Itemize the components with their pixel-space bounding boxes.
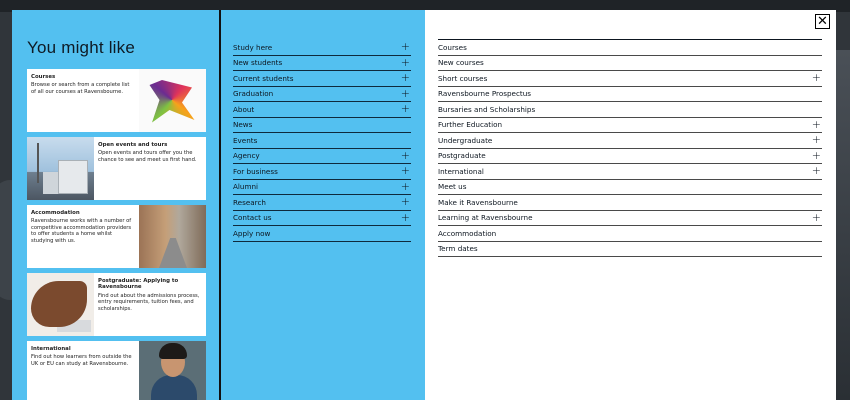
- student-portrait-image: [139, 341, 206, 400]
- submenu-item-label: Meet us: [438, 182, 467, 192]
- submenu-item-further-education[interactable]: [438, 118, 822, 134]
- card-international[interactable]: [27, 341, 206, 400]
- card-text: Ravensbourne works with a number of competitive accommodation providers to offer students a home whilst studying with us.: [31, 218, 132, 244]
- submenu-item-short-courses[interactable]: [438, 71, 822, 87]
- submenu-item-international[interactable]: [438, 164, 822, 180]
- main-menu-item-label: About: [233, 104, 255, 114]
- main-menu-item-alumni[interactable]: [233, 180, 411, 196]
- main-menu-item-label: Apply now: [233, 228, 271, 238]
- background-image-strip: [836, 50, 850, 400]
- submenu-item-learning-at-ravensbourne[interactable]: [438, 211, 822, 227]
- submenu-item-postgraduate[interactable]: [438, 149, 822, 165]
- plus-icon[interactable]: +: [811, 210, 821, 224]
- plus-icon[interactable]: +: [400, 40, 410, 54]
- study-here-submenu: [438, 39, 822, 257]
- submenu-item-label: Term dates: [438, 244, 478, 254]
- submenu-item-label: Make it Ravensbourne: [438, 197, 518, 207]
- submenu-item-ravensbourne-prospectus[interactable]: [438, 87, 822, 103]
- courses-artwork-image: [139, 69, 206, 132]
- submenu-item-meet-us[interactable]: [438, 180, 822, 196]
- card-text: Open events and tours offer you the chance to see and meet us first hand.: [98, 150, 197, 163]
- plus-icon[interactable]: +: [811, 164, 821, 178]
- submenu-item-label: New courses: [438, 58, 484, 68]
- plus-icon[interactable]: +: [400, 148, 410, 162]
- submenu-item-bursaries-and-scholarships[interactable]: [438, 102, 822, 118]
- navigation-overlay: [12, 10, 836, 400]
- main-menu-item-agency[interactable]: [233, 149, 411, 165]
- main-menu-item-contact-us[interactable]: [233, 211, 411, 227]
- submenu-item-label: Accommodation: [438, 228, 497, 238]
- main-menu-item-apply-now[interactable]: [233, 226, 411, 242]
- main-menu-item-for-business[interactable]: [233, 164, 411, 180]
- plus-icon[interactable]: +: [811, 133, 821, 147]
- card-postgraduate[interactable]: [27, 273, 206, 336]
- plus-icon[interactable]: +: [400, 71, 410, 85]
- submenu-item-label: Further Education: [438, 120, 503, 130]
- main-menu-item-about[interactable]: [233, 102, 411, 118]
- card-accommodation[interactable]: [27, 205, 206, 268]
- submenu-item-courses[interactable]: [438, 40, 822, 56]
- submenu-item-accommodation[interactable]: [438, 226, 822, 242]
- main-menu-panel: [221, 10, 425, 400]
- card-title: Courses: [31, 74, 56, 80]
- main-menu-item-events[interactable]: [233, 133, 411, 149]
- submenu-item-make-it-ravensbourne[interactable]: [438, 195, 822, 211]
- you-might-like-heading: You might like: [27, 38, 136, 57]
- card-text: Browse or search from a complete list of all our courses at Ravensbourne.: [31, 82, 130, 95]
- card-courses[interactable]: [27, 69, 206, 132]
- main-menu-item-label: For business: [233, 166, 278, 176]
- plus-icon[interactable]: +: [400, 86, 410, 100]
- plus-icon[interactable]: +: [400, 210, 410, 224]
- plus-icon[interactable]: +: [811, 148, 821, 162]
- submenu-item-label: Postgraduate: [438, 151, 486, 161]
- main-menu-item-new-students[interactable]: [233, 56, 411, 72]
- submenu-item-label: International: [438, 166, 484, 176]
- submenu-item-label: Short courses: [438, 73, 488, 83]
- plus-icon[interactable]: +: [400, 55, 410, 69]
- submenu-item-label: Bursaries and Scholarships: [438, 104, 536, 114]
- submenu-item-new-courses[interactable]: [438, 56, 822, 72]
- main-menu-item-label: Graduation: [233, 89, 274, 99]
- card-title: Open events and tours: [98, 142, 168, 148]
- submenu-panel: [425, 10, 836, 400]
- plus-icon[interactable]: +: [811, 117, 821, 131]
- plus-icon[interactable]: +: [400, 164, 410, 178]
- main-menu-item-graduation[interactable]: [233, 87, 411, 103]
- submenu-item-label: Undergraduate: [438, 135, 493, 145]
- submenu-item-label: Ravensbourne Prospectus: [438, 89, 532, 99]
- main-menu-item-label: Current students: [233, 73, 294, 83]
- main-menu-item-label: New students: [233, 58, 283, 68]
- main-menu-item-research[interactable]: [233, 195, 411, 211]
- main-menu-item-current-students[interactable]: [233, 71, 411, 87]
- you-might-like-panel: [12, 10, 219, 400]
- plus-icon[interactable]: +: [811, 71, 821, 85]
- campus-building-image: [27, 137, 94, 200]
- hands-on-keyboard-image: [27, 273, 94, 336]
- card-text: Find out about the admissions process, entry requirements, tuition fees, and scholarships.: [98, 292, 200, 312]
- main-menu-item-label: News: [233, 120, 253, 130]
- plus-icon[interactable]: +: [400, 179, 410, 193]
- close-icon[interactable]: ✕: [815, 14, 830, 29]
- submenu-item-label: Courses: [438, 42, 467, 52]
- main-menu-item-label: Contact us: [233, 213, 272, 223]
- main-menu-item-label: Alumni: [233, 182, 259, 192]
- card-title: International: [31, 346, 71, 352]
- card-open-events[interactable]: [27, 137, 206, 200]
- card-text: Find out how learners from outside the UK or EU can study at Ravensbourne.: [31, 354, 132, 367]
- plus-icon[interactable]: +: [400, 102, 410, 116]
- main-menu-item-label: Research: [233, 197, 266, 207]
- submenu-item-undergraduate[interactable]: [438, 133, 822, 149]
- submenu-item-label: Learning at Ravensbourne: [438, 213, 533, 223]
- card-title: Postgraduate: Applying to Ravensbourne: [98, 278, 179, 291]
- submenu-item-term-dates[interactable]: [438, 242, 822, 258]
- main-menu-item-label: Events: [233, 135, 258, 145]
- main-menu-item-label: Study here: [233, 42, 273, 52]
- main-menu-item-news[interactable]: [233, 118, 411, 134]
- card-title: Accommodation: [31, 210, 80, 216]
- main-menu-item-label: Agency: [233, 151, 260, 161]
- main-menu-item-study-here[interactable]: [233, 40, 411, 56]
- street-view-image: [139, 205, 206, 268]
- plus-icon[interactable]: +: [400, 195, 410, 209]
- main-menu: [233, 40, 411, 242]
